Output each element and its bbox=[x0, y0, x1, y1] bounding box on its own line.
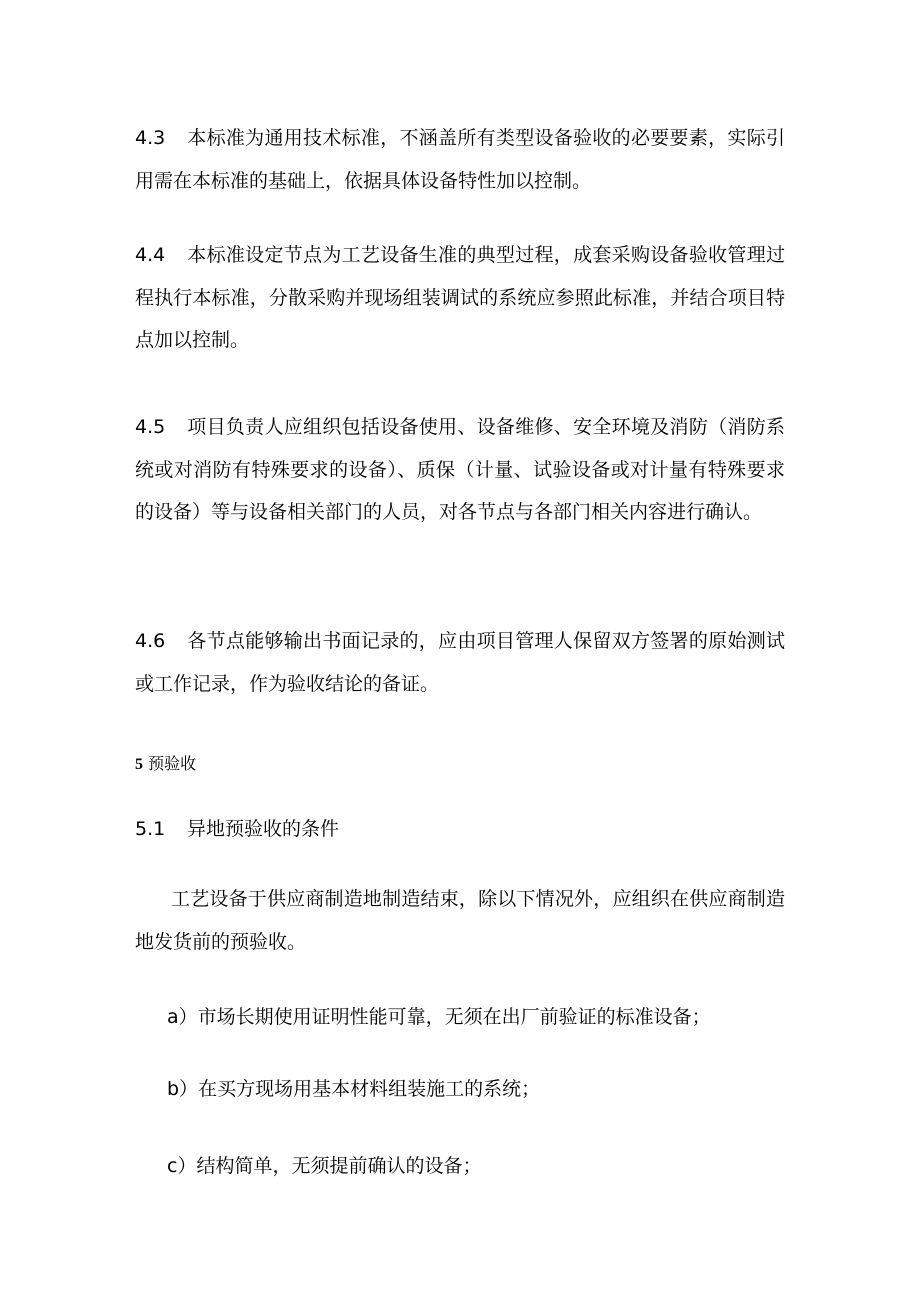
clause-number: 4.3 bbox=[135, 127, 166, 149]
clause-number: 4.5 bbox=[135, 416, 166, 438]
clause-text: 本标准为通用技术标准，不涵盖所有类型设备验收的必要要素，实际引用需在本标准的基础上，依据具体设备特性加以控制。 bbox=[135, 127, 785, 192]
clause-number: 4.4 bbox=[135, 244, 166, 266]
list-marker: c） bbox=[167, 1155, 197, 1177]
list-text: 市场长期使用证明性能可靠，无须在出厂前验证的标准设备； bbox=[197, 1006, 711, 1028]
list-text: 在买方现场用基本材料组装施工的系统； bbox=[198, 1078, 541, 1100]
list-text: 结构简单，无须提前确认的设备； bbox=[196, 1155, 482, 1177]
clause-text: 项目负责人应组织包括设备使用、设备维修、安全环境及消防（消防系统或对消防有特殊要求的设备）、质保（计量、试验设备或对计量有特殊要求的设备）等与设备相关部门的人员，对各节点与各部门相关内容进行确认。 bbox=[135, 416, 785, 523]
clause-text: 本标准设定节点为工艺设备生准的典型过程，成套采购设备验收管理过程执行本标准，分散采购并现场组装调试的系统应参照此标准，并结合项目特点加以控制。 bbox=[135, 244, 785, 351]
section-heading bbox=[135, 752, 196, 777]
list-item bbox=[167, 1002, 711, 1032]
section-number: 5 bbox=[135, 756, 143, 773]
list-item bbox=[167, 1074, 540, 1104]
clause-4-5 bbox=[135, 406, 785, 534]
clause-4-6 bbox=[135, 620, 785, 705]
subsection-title: 异地预验收的条件 bbox=[187, 818, 340, 840]
clause-4-4 bbox=[135, 234, 785, 362]
subsection-heading bbox=[135, 814, 339, 844]
list-marker: a） bbox=[167, 1006, 198, 1028]
clause-text: 各节点能够输出书面记录的，应由项目管理人保留双方签署的原始测试或工作记录，作为验收结论的备证。 bbox=[135, 630, 785, 695]
clause-number: 4.6 bbox=[135, 630, 166, 652]
intro-paragraph: 工艺设备于供应商制造地制造结束，除以下情况外，应组织在供应商制造地发货前的预验收。 bbox=[135, 888, 785, 953]
section-title: 预验收 bbox=[148, 754, 197, 773]
subsection-number: 5.1 bbox=[135, 818, 166, 840]
clause-4-3 bbox=[135, 117, 785, 202]
list-marker: b） bbox=[167, 1078, 199, 1100]
list-item bbox=[167, 1151, 481, 1181]
